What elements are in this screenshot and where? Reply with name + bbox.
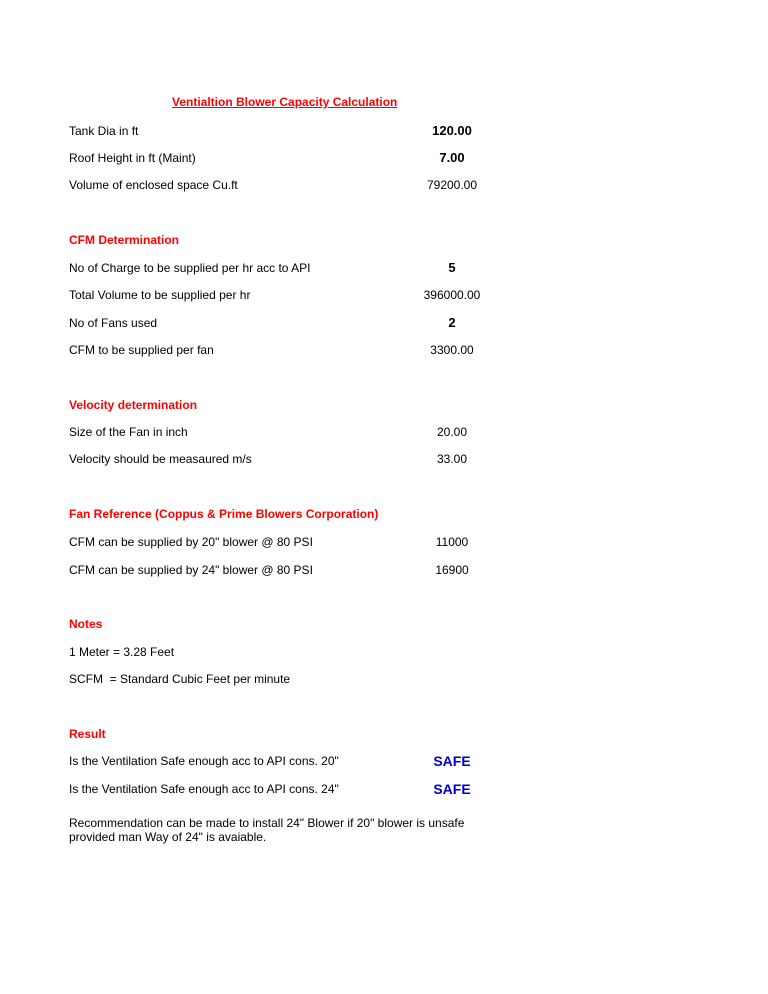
volume-label: Volume of enclosed space Cu.ft — [69, 178, 238, 192]
cfm-per-fan-value: 3300.00 — [430, 343, 474, 357]
page-title: Ventialtion Blower Capacity Calculation — [172, 95, 398, 109]
cfm-heading: CFM Determination — [69, 233, 180, 247]
charges-label: No of Charge to be supplied per hr acc to API — [69, 261, 311, 275]
total-volume-label: Total Volume to be supplied per hr — [69, 288, 251, 302]
result-heading: Result — [69, 727, 106, 741]
fan-size-label: Size of the Fan in inch — [69, 425, 188, 439]
velocity-heading: Velocity determination — [69, 398, 198, 412]
roof-height-label: Roof Height in ft (Maint) — [69, 151, 196, 165]
tank-dia-value: 120.00 — [432, 123, 472, 138]
fan-size-value: 20.00 — [436, 425, 468, 439]
tank-dia-label: Tank Dia in ft — [69, 124, 139, 138]
volume-value: 79200.00 — [426, 178, 478, 192]
cfm24-value: 16900 — [435, 563, 469, 577]
fans-label: No of Fans used — [69, 316, 158, 330]
recommendation-text: Recommendation can be made to install 24" Blower if 20" blower is unsafe provided man Way of 24" is avaiable. — [69, 816, 465, 844]
fans-value: 2 — [448, 315, 456, 330]
fan-reference-heading: Fan Reference (Coppus & Prime Blowers Corporation) — [69, 507, 379, 521]
notes-heading: Notes — [69, 617, 103, 631]
cfm-per-fan-label: CFM to be supplied per fan — [69, 343, 214, 357]
note-scfm: SCFM = Standard Cubic Feet per minute — [69, 672, 291, 686]
safe20-label: Is the Ventilation Safe enough acc to API cons. 20" — [69, 754, 339, 768]
cfm20-label: CFM can be supplied by 20" blower @ 80 PSI — [69, 535, 313, 549]
cfm20-value: 11000 — [435, 535, 469, 549]
safe24-label: Is the Ventilation Safe enough acc to API cons. 24" — [69, 782, 339, 796]
safe24-status-badge: SAFE — [433, 781, 471, 797]
safe20-status-badge: SAFE — [433, 753, 471, 769]
cfm24-label: CFM can be supplied by 24" blower @ 80 PSI — [69, 563, 313, 577]
note-meter: 1 Meter = 3.28 Feet — [69, 645, 175, 659]
charges-value: 5 — [448, 260, 456, 275]
velocity-value: 33.00 — [436, 452, 468, 466]
roof-height-value: 7.00 — [439, 150, 465, 165]
velocity-label: Velocity should be measaured m/s — [69, 452, 252, 466]
total-volume-value: 396000.00 — [423, 288, 481, 302]
